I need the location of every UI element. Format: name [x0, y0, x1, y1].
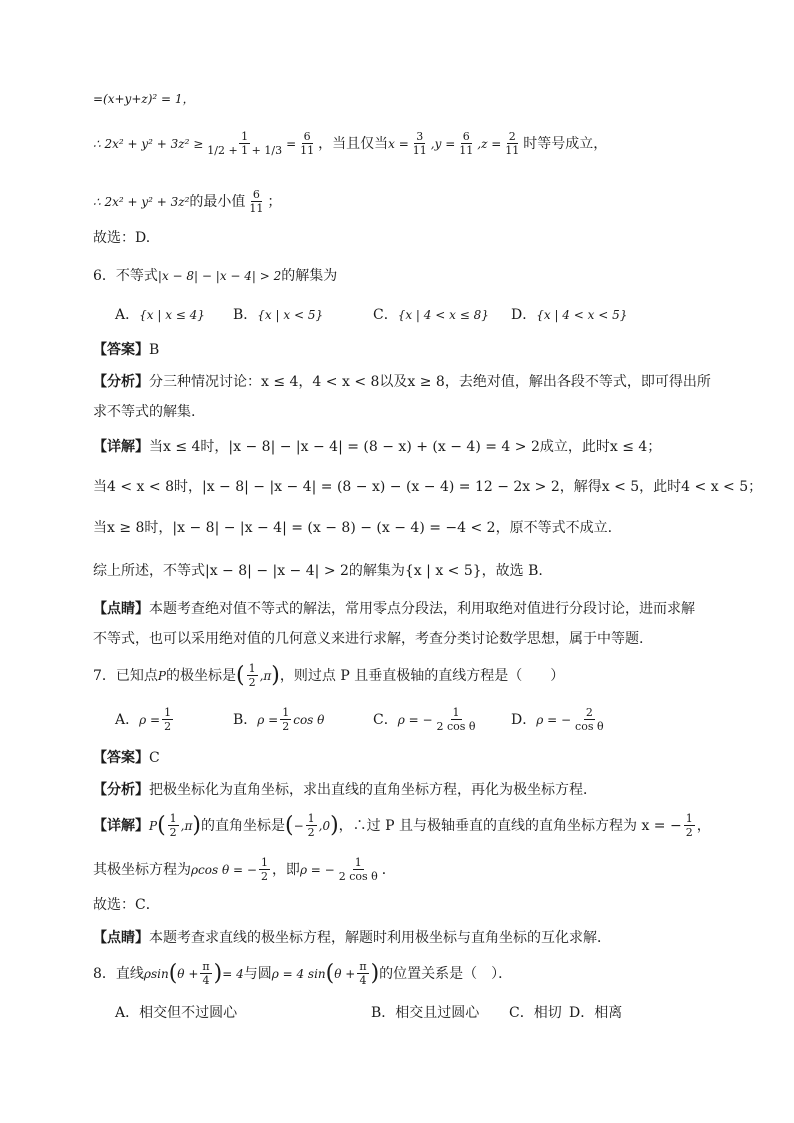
comment-line — [93, 928, 611, 948]
option-a[interactable]: A． ρ = $\frac{1}{2}$ — [115, 706, 172, 733]
detail-line — [93, 437, 661, 457]
fraction — [503, 130, 521, 157]
text: ； — [267, 193, 282, 210]
option-a[interactable]: A．相交但不过圆心 — [115, 1005, 238, 1021]
option-b[interactable]: B．相交且过圆心 — [371, 1005, 480, 1021]
inequality-line — [93, 130, 607, 157]
answer-value: C — [149, 750, 160, 766]
answer-tag: 【答案】 — [93, 342, 149, 358]
fraction — [411, 130, 429, 157]
detail-line: 当x ≥ 8时，|x − 8| − |x − 4| = (x − 8) − (x − 4) = −4 < 2，原不等式不成立. — [93, 520, 613, 536]
analysis-line — [93, 780, 597, 800]
answer-line — [93, 748, 160, 768]
detail-line: 【详解】 P ( $\frac{1}{2}$ ,π ) 的直角坐标是 ( − $\frac{1}{2}$ ,0 ) ，∴过 P 且与极轴垂直的直线的直角坐标方程为 x = − $\frac{1}{2}$ ， — [93, 812, 711, 839]
answer-tag: 【答案】 — [93, 750, 149, 766]
text: 的最小值 — [189, 193, 246, 210]
detail-tag: 【详解】 — [93, 817, 149, 834]
question-7-stem: 7．已知点 P 的极坐标是 ( $\frac{1}{2}$ ,π ) ，则过点 P 且垂直极轴的直线方程是（ ） — [93, 662, 565, 689]
question-7-options — [115, 706, 608, 733]
option-c[interactable]: C．{x | 4 < x ≤ 8} — [373, 307, 489, 323]
analysis-line — [93, 372, 711, 392]
option-d[interactable]: D．相离 — [569, 1005, 623, 1021]
option-b[interactable]: B．{x | x < 5} — [233, 307, 324, 323]
comment-line — [93, 599, 695, 619]
detail-text: 当x ≤ 4时，|x − 8| − |x − 4| = (8 − x) + (x − 4) = 4 > 2成立，此时x ≤ 4； — [149, 439, 662, 455]
fraction-denominator: 11 — [505, 144, 520, 157]
fraction — [457, 130, 475, 157]
detail-line: 当4 < x < 8时，|x − 8| − |x − 4| = (8 − x) − (x − 4) = 12 − 2x > 2，解得x < 5，此时4 < x < 5； — [93, 479, 763, 495]
option-c[interactable]: C．相切 — [509, 1005, 562, 1021]
math-expression: ∴ 2x² + y² + 3z² — [93, 194, 190, 209]
comment-text: 本题考查求直线的极坐标方程，解题时利用极坐标与直角坐标的互化求解． — [149, 930, 611, 946]
question-number: 8．直线 — [93, 965, 144, 982]
minimum-line — [93, 188, 281, 215]
fraction-numerator: 6 — [252, 188, 260, 201]
comment-tag: 【点睛】 — [93, 930, 149, 946]
question-8-options — [115, 1003, 622, 1023]
fraction-denominator: 11 — [249, 202, 264, 215]
text: ，则过点 P 且垂直极轴的直线方程是（ ） — [279, 667, 565, 684]
choice-line: 故选：C． — [93, 897, 160, 913]
equation-line — [93, 89, 195, 109]
question-6-options — [115, 305, 627, 325]
fraction-denominator: 11 — [412, 144, 427, 157]
detail-tag: 【详解】 — [93, 439, 149, 455]
fraction-numerator: 3 — [416, 130, 424, 143]
analysis-tag: 【分析】 — [93, 782, 149, 798]
fraction — [247, 188, 265, 215]
option-d[interactable]: D．{x | 4 < x < 5} — [511, 307, 628, 323]
answer-line — [93, 340, 159, 360]
fraction — [298, 130, 316, 157]
fraction-numerator: 1 — [241, 130, 249, 143]
option-a[interactable]: A．{x | x ≤ 4} — [115, 307, 205, 323]
fraction-denominator: 11 — [459, 144, 474, 157]
analysis-text: 分三种情况讨论：x ≤ 4，4 < x < 8以及x ≥ 8，去绝对值，解出各段不等式，即可得出所 — [149, 374, 711, 390]
math-expression: =(x+y+z)² = 1， — [93, 92, 195, 106]
option-c[interactable]: C． ρ = − $\frac{1}{\text{2 cos θ}}$ — [373, 706, 476, 733]
equals-sign: = — [286, 136, 297, 151]
question-number: 6．不等式 — [93, 268, 158, 284]
text: 的极坐标是 — [166, 667, 236, 684]
detail-line: 综上所述，不等式|x − 8| − |x − 4| > 2的解集为{x | x < 5}，故选 B. — [93, 563, 543, 579]
math-expression: ,y = — [430, 136, 456, 151]
choice-line: 故选：D. — [93, 230, 151, 246]
text: 的解集为 — [281, 268, 338, 284]
analysis-text: 把极坐标化为直角坐标，求出直线的直角坐标方程，再化为极坐标方程． — [149, 782, 597, 798]
text: ，当且仅当 — [318, 135, 389, 152]
fraction: $\frac{1}{2}$ — [248, 662, 256, 689]
fraction-numerator: 2 — [508, 130, 516, 143]
comment-text: 本题考查绝对值不等式的解法，常用零点分段法，利用取绝对值进行分段讨论，进而求解 — [149, 601, 695, 617]
comment-tag: 【点睛】 — [93, 601, 149, 617]
question-6-stem — [93, 266, 337, 286]
question-number: 7．已知点 — [93, 667, 158, 684]
analysis-tag: 【分析】 — [93, 374, 149, 390]
math-expression: ,z = — [477, 136, 502, 151]
answer-value: B — [149, 342, 160, 358]
fraction-numerator: 6 — [462, 130, 470, 143]
math-expression: x = — [388, 136, 409, 151]
option-d[interactable]: D． ρ = − $\frac{2}{\text{cos θ}}$ — [511, 706, 604, 733]
text: 时等号成立， — [523, 135, 608, 152]
comment-line: 不等式，也可以采用绝对值的几何意义来进行求解，考查分类讨论数学思想，属于中等题. — [93, 631, 644, 647]
fraction — [205, 130, 284, 157]
fraction-numerator: 6 — [303, 130, 311, 143]
option-b[interactable]: B． ρ = $\frac{1}{2}$ cos θ — [233, 706, 325, 733]
math-expression: |x − 8| − |x − 4| > 2 — [157, 269, 282, 283]
fraction-denominator: 1/2 + 1 + 1/3 — [207, 144, 283, 157]
analysis-line: 求不等式的解集. — [93, 404, 196, 420]
question-8-stem: 8．直线 ρsin ( θ + $\frac{\pi}{4}$ ) = 4 与圆 ρ = 4 sin ( θ + $\frac{\pi}{4}$ ) 的位置关系是（ ）． — [93, 960, 513, 987]
detail-line: 其极坐标方程为 ρcos θ = − $\frac{1}{2}$ ，即 ρ = − $\frac{1}{\text{2 cos θ}}$ ． — [93, 856, 396, 883]
fraction-denominator: 11 — [300, 144, 315, 157]
math-expression: ∴ 2x² + y² + 3z² ≥ — [93, 136, 204, 151]
